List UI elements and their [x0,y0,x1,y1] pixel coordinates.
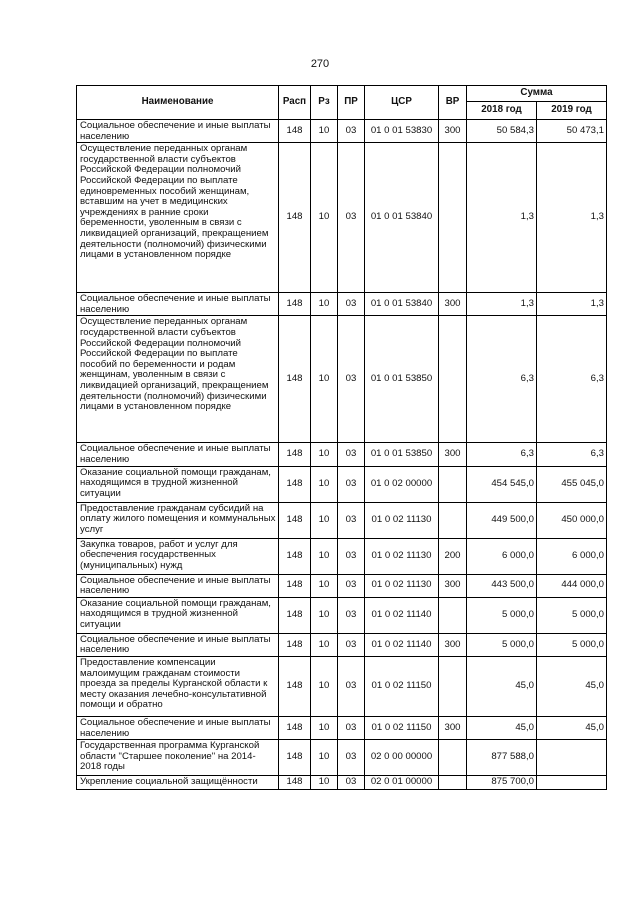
header-csr: ЦСР [365,86,439,120]
cell-vr: 300 [439,443,467,466]
cell-2019: 1,3 [537,293,607,316]
cell-vr [439,740,467,776]
cell-csr: 01 0 02 11150 [365,656,439,716]
cell-vr [439,466,467,502]
cell-name: Государственная программа Курганской области "Старшее поколение" на 2014-2018 годы [77,740,279,776]
cell-rasp: 148 [279,293,311,316]
page-number: 270 [310,58,330,70]
cell-csr: 01 0 02 00000 [365,466,439,502]
header-rz: Рз [311,86,338,120]
cell-rasp: 148 [279,443,311,466]
cell-2019: 5 000,0 [537,633,607,656]
table-row [77,776,607,790]
cell-csr: 01 0 02 11130 [365,574,439,597]
cell-rz: 10 [311,716,338,739]
cell-rasp: 148 [279,776,311,790]
table-row [77,443,607,466]
cell-2018: 5 000,0 [467,633,537,656]
cell-2019: 6 000,0 [537,538,607,574]
cell-rz: 10 [311,502,338,538]
cell-2018: 1,3 [467,143,537,293]
cell-2018: 877 588,0 [467,740,537,776]
cell-name: Укрепление социальной защищённости [77,776,279,790]
cell-rz: 10 [311,656,338,716]
table-row [77,120,607,143]
cell-2019: 50 473,1 [537,120,607,143]
cell-2018: 45,0 [467,716,537,739]
cell-rz: 10 [311,293,338,316]
cell-2018: 449 500,0 [467,502,537,538]
cell-csr: 01 0 01 53850 [365,316,439,443]
cell-vr [439,316,467,443]
header-2019: 2019 год [537,102,607,120]
cell-pr: 03 [338,740,365,776]
cell-pr: 03 [338,293,365,316]
cell-rz: 10 [311,143,338,293]
header-sum: Сумма [467,86,607,102]
cell-2018: 50 584,3 [467,120,537,143]
cell-name: Оказание социальной помощи гражданам, находящимся в трудной жизненной ситуации [77,466,279,502]
cell-2018: 6,3 [467,443,537,466]
cell-name: Осуществление переданных органам государственной власти субъектов Российской Федерации полномочий Российской Федерации по выплате пособий по беременности и родам женщинам, уволенным в связи с ликвидацией организаций, прекращением деятельности (полномочий) физическими лицами в установленном порядке [77,316,279,443]
cell-rz: 10 [311,120,338,143]
cell-rasp: 148 [279,502,311,538]
cell-csr: 01 0 01 53850 [365,443,439,466]
cell-rasp: 148 [279,143,311,293]
cell-2018: 5 000,0 [467,597,537,633]
table-row [77,466,607,502]
cell-rasp: 148 [279,316,311,443]
cell-rasp: 148 [279,597,311,633]
cell-csr: 01 0 02 11130 [365,502,439,538]
cell-rz: 10 [311,574,338,597]
header-rasp: Расп [279,86,311,120]
cell-rasp: 148 [279,466,311,502]
cell-name: Социальное обеспечение и иные выплаты населению [77,443,279,466]
cell-name: Социальное обеспечение и иные выплаты населению [77,293,279,316]
cell-2019: 45,0 [537,716,607,739]
header-vr: ВР [439,86,467,120]
cell-2019: 444 000,0 [537,574,607,597]
cell-rasp: 148 [279,716,311,739]
cell-2018: 1,3 [467,293,537,316]
table-row [77,633,607,656]
header-pr: ПР [338,86,365,120]
cell-pr: 03 [338,574,365,597]
cell-pr: 03 [338,466,365,502]
cell-vr: 300 [439,716,467,739]
cell-vr: 300 [439,120,467,143]
table-row [77,293,607,316]
cell-rasp: 148 [279,120,311,143]
cell-csr: 02 0 01 00000 [365,776,439,790]
cell-pr: 03 [338,143,365,293]
cell-name: Оказание социальной помощи гражданам, находящимся в трудной жизненной ситуации [77,597,279,633]
cell-rz: 10 [311,633,338,656]
cell-rz: 10 [311,597,338,633]
cell-2019: 45,0 [537,656,607,716]
cell-pr: 03 [338,120,365,143]
cell-name: Предоставление компенсации малоимущим гражданам стоимости проезда за пределы Курганской области к месту оказания лечебно-консультативной помощи и обратно [77,656,279,716]
cell-name: Предоставление гражданам субсидий на оплату жилого помещения и коммунальных услуг [77,502,279,538]
table-body [77,120,607,790]
cell-pr: 03 [338,776,365,790]
cell-csr: 01 0 01 53840 [365,143,439,293]
cell-vr [439,143,467,293]
cell-vr [439,776,467,790]
cell-name: Социальное обеспечение и иные выплаты населению [77,120,279,143]
cell-rz: 10 [311,538,338,574]
cell-2018: 6,3 [467,316,537,443]
cell-rasp: 148 [279,538,311,574]
cell-csr: 01 0 02 11140 [365,597,439,633]
header-name: Наименование [77,86,279,120]
cell-vr [439,656,467,716]
cell-pr: 03 [338,716,365,739]
table-row [77,143,607,293]
cell-2019: 6,3 [537,443,607,466]
cell-pr: 03 [338,443,365,466]
table-row [77,316,607,443]
table-row [77,656,607,716]
cell-2018: 454 545,0 [467,466,537,502]
table-row [77,538,607,574]
cell-rz: 10 [311,740,338,776]
table-row [77,716,607,739]
cell-vr: 200 [439,538,467,574]
cell-rz: 10 [311,443,338,466]
cell-vr: 300 [439,633,467,656]
cell-2019 [537,740,607,776]
table-row [77,740,607,776]
cell-2019 [537,776,607,790]
cell-name: Социальное обеспечение и иные выплаты населению [77,633,279,656]
cell-2018: 875 700,0 [467,776,537,790]
cell-2018: 45,0 [467,656,537,716]
cell-2018: 6 000,0 [467,538,537,574]
cell-csr: 01 0 02 11130 [365,538,439,574]
cell-vr [439,597,467,633]
cell-rz: 10 [311,776,338,790]
cell-vr [439,502,467,538]
cell-rasp: 148 [279,740,311,776]
cell-pr: 03 [338,656,365,716]
cell-name: Осуществление переданных органам государственной власти субъектов Российской Федерации полномочий Российской Федерации по выплате единовременных пособий женщинам, вставшим на учет в медицинских учреждениях в ранние сроки беременности, уволенным в связи с ликвидацией организаций, прекращением деятельности (полномочий) физическими лицами в установленном порядке [77,143,279,293]
cell-2019: 6,3 [537,316,607,443]
cell-pr: 03 [338,538,365,574]
cell-pr: 03 [338,502,365,538]
cell-pr: 03 [338,316,365,443]
cell-rasp: 148 [279,574,311,597]
cell-name: Закупка товаров, работ и услуг для обеспечения государственных (муниципальных) нужд [77,538,279,574]
cell-pr: 03 [338,633,365,656]
table-row [77,502,607,538]
cell-2019: 455 045,0 [537,466,607,502]
cell-pr: 03 [338,597,365,633]
cell-csr: 01 0 02 11140 [365,633,439,656]
cell-rz: 10 [311,466,338,502]
cell-name: Социальное обеспечение и иные выплаты населению [77,574,279,597]
cell-2018: 443 500,0 [467,574,537,597]
cell-vr: 300 [439,574,467,597]
cell-csr: 01 0 01 53830 [365,120,439,143]
budget-table [76,85,607,790]
cell-vr: 300 [439,293,467,316]
cell-2019: 1,3 [537,143,607,293]
cell-rasp: 148 [279,656,311,716]
cell-2019: 5 000,0 [537,597,607,633]
cell-rasp: 148 [279,633,311,656]
table-row [77,597,607,633]
cell-csr: 02 0 00 00000 [365,740,439,776]
cell-2019: 450 000,0 [537,502,607,538]
cell-name: Социальное обеспечение и иные выплаты населению [77,716,279,739]
cell-csr: 01 0 01 53840 [365,293,439,316]
cell-rz: 10 [311,316,338,443]
cell-csr: 01 0 02 11150 [365,716,439,739]
table-header [77,86,607,120]
table-row [77,574,607,597]
header-2018: 2018 год [467,102,537,120]
